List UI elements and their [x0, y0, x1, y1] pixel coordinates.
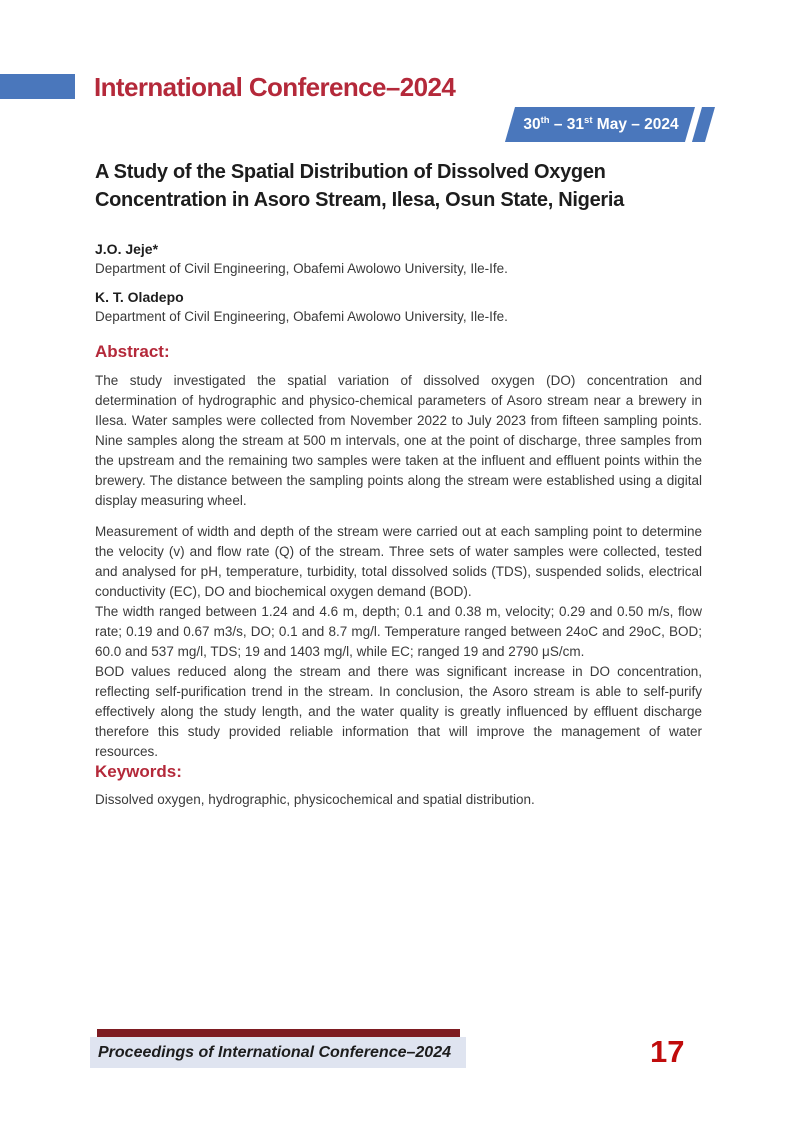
abstract-paragraph: The study investigated the spatial variation of dissolved oxygen (DO) concentration and determination of hydrographic and physico-chemical parameters of Asoro stream near a brewery in Ilesa. Water samples were collected from November 2022 to July 2023 from fifteen sampling points. Nine samples along the stream at 500 m intervals, one at the point of discharge, three samples from the upstream and the remaining two samples were taken at the influent and effluent points within the brewery. The distance between the sampling points along the stream were established using a digital display measuring wheel. — [95, 373, 702, 508]
keywords-heading: Keywords: — [95, 762, 182, 781]
author-name: J.O. Jeje* — [95, 241, 159, 257]
conference-title: International Conference–2024 — [94, 72, 456, 102]
abstract-heading: Abstract: — [95, 342, 170, 361]
abstract-paragraph: The width ranged between 1.24 and 4.6 m, depth; 0.1 and 0.38 m, velocity; 0.29 and 0.50 m/s, flow rate; 0.19 and 0.67 m3/s, DO; 0.1 and 8.7 mg/l. Temperature ranged between 24oC and 29oC, BOD; 60.0 and 537 mg/l, TDS; 19 and 1403 mg/l, while EC; ranged 19 and 2790 μS/cm. — [95, 604, 702, 659]
date-month-year: May – 2024 — [592, 115, 679, 133]
abstract-paragraph: Measurement of width and depth of the stream were carried out at each sampling point to determine the velocity (v) and flow rate (Q) of the stream. Three sets of water samples were collected, tested and analysed for pH, temperature, turbidity, total dissolved solids (TDS), suspended solids, electrical conductivity (EC), DO and biochemical oxygen demand (BOD). — [95, 524, 702, 599]
abstract-paragraph: BOD values reduced along the stream and there was significant increase in DO concentration, reflecting self-purification trend in the stream. In conclusion, the Asoro stream is able to self-purify effectively along the study length, and the water quality is greatly influenced by effluent discharge therefore this study provided reliable information that will improve the management of water resources. — [95, 664, 702, 759]
abstract-body — [95, 371, 702, 762]
footer-rule — [97, 1029, 460, 1037]
footer-proceedings-text: Proceedings of International Conference–2024 — [98, 1043, 451, 1061]
date-separator: – — [549, 115, 567, 133]
authors-section — [95, 241, 713, 337]
author-affiliation: Department of Civil Engineering, Obafemi Awolowo University, Ile-Ife. — [95, 261, 508, 276]
date-day1-suffix: th — [540, 115, 550, 126]
footer-band — [90, 1037, 466, 1068]
author-affiliation: Department of Civil Engineering, Obafemi Awolowo University, Ile-Ife. — [95, 309, 508, 324]
page-number: 17 — [650, 1034, 685, 1069]
header-accent-bar — [0, 74, 75, 99]
author-block — [95, 241, 713, 276]
date-badge — [515, 107, 715, 142]
date-day2-suffix: st — [584, 115, 593, 126]
date-day1: 30 — [523, 115, 541, 133]
author-name: K. T. Oladepo — [95, 289, 184, 305]
date-badge-tail — [692, 107, 715, 142]
keywords-text: Dissolved oxygen, hydrographic, physicochemical and spatial distribution. — [95, 792, 535, 807]
date-badge-label — [511, 107, 691, 142]
date-day2: 31 — [566, 115, 585, 133]
paper-title: A Study of the Spatial Distribution of Dissolved Oxygen Concentration in Asoro Stream, Ilesa, Osun State, Nigeria — [95, 161, 624, 211]
author-block — [95, 289, 713, 324]
